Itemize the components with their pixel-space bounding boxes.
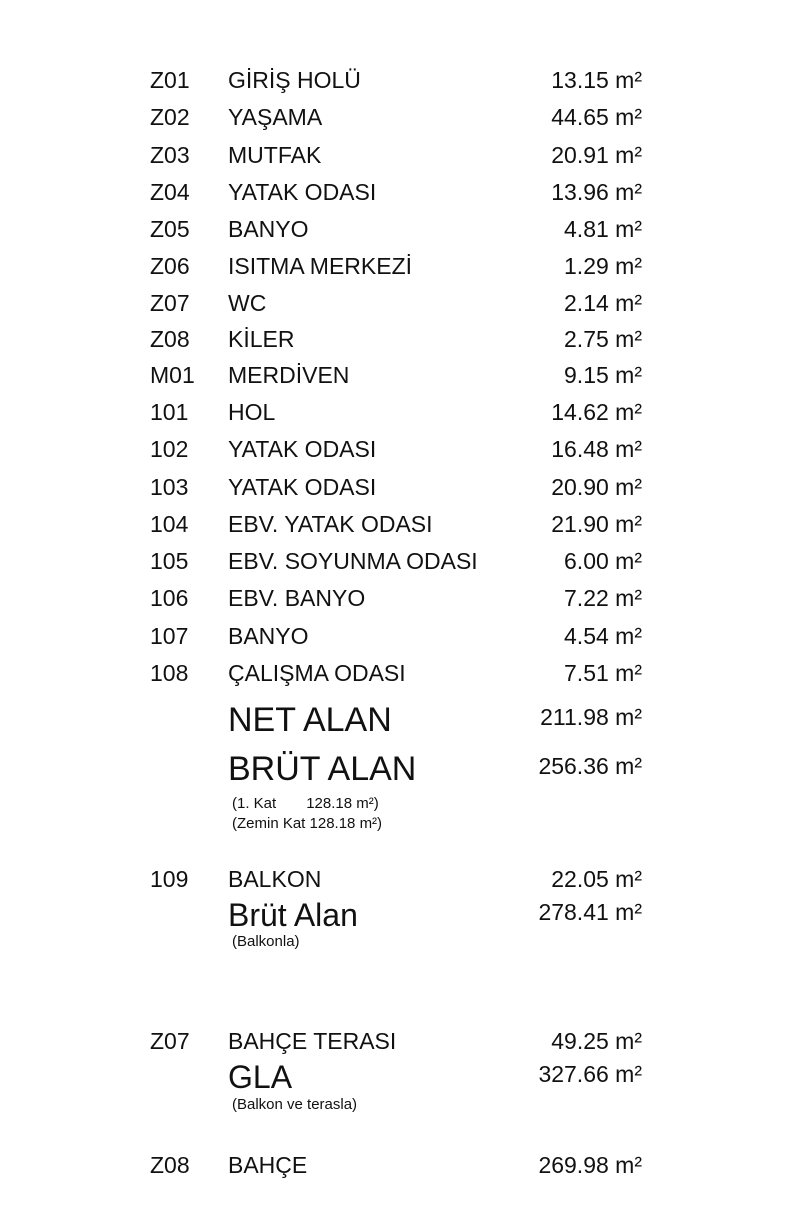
room-area: 6.00 m²	[564, 548, 642, 574]
room-name: EBV. BANYO	[228, 585, 366, 611]
room-code: 102	[150, 436, 189, 462]
gross-with-balcony-note: (Balkonla)	[232, 933, 300, 950]
room-code: 107	[150, 623, 189, 649]
room-row	[0, 324, 800, 354]
room-name: MUTFAK	[228, 142, 322, 168]
room-name: YATAK ODASI	[228, 474, 377, 500]
room-code: Z01	[150, 67, 190, 93]
room-code: Z02	[150, 104, 190, 130]
room-row	[0, 621, 800, 651]
room-area: 16.48 m²	[551, 436, 642, 462]
room-area: 1.29 m²	[564, 253, 642, 279]
floor1-label: (1. Kat	[232, 795, 277, 812]
room-area: 4.81 m²	[564, 216, 642, 242]
garden-name: BAHÇE	[228, 1152, 308, 1178]
room-code: Z04	[150, 179, 190, 205]
room-area: 4.54 m²	[564, 623, 642, 649]
room-row	[0, 472, 800, 502]
room-code: 103	[150, 474, 189, 500]
room-name: ÇALIŞMA ODASI	[228, 660, 406, 686]
garden-area: 269.98 m²	[538, 1152, 642, 1178]
balcony-code: 109	[150, 866, 189, 892]
room-name: WC	[228, 290, 267, 316]
room-name: BANYO	[228, 623, 309, 649]
room-row	[0, 65, 800, 95]
room-area: 2.14 m²	[564, 290, 642, 316]
room-code: M01	[150, 362, 195, 388]
room-name: MERDİVEN	[228, 362, 350, 388]
room-row	[0, 140, 800, 170]
room-area: 7.22 m²	[564, 585, 642, 611]
room-code: Z08	[150, 326, 190, 352]
room-name: BANYO	[228, 216, 309, 242]
room-row	[0, 583, 800, 613]
room-code: 104	[150, 511, 189, 537]
gross-with-balcony-value: 278.41 m²	[538, 899, 642, 925]
room-row	[0, 546, 800, 576]
gross-with-balcony-row	[0, 897, 800, 933]
terrace-code: Z07	[150, 1028, 190, 1054]
net-area-row	[0, 700, 800, 740]
room-name: GİRİŞ HOLÜ	[228, 67, 361, 93]
balcony-row	[0, 864, 800, 894]
room-area: 44.65 m²	[551, 104, 642, 130]
terrace-area: 49.25 m²	[551, 1028, 642, 1054]
room-code: Z06	[150, 253, 190, 279]
room-code: 108	[150, 660, 189, 686]
room-row	[0, 397, 800, 427]
room-area: 14.62 m²	[551, 399, 642, 425]
room-row	[0, 177, 800, 207]
garden-row	[0, 1150, 800, 1180]
room-name: YATAK ODASI	[228, 179, 377, 205]
gla-label: GLA	[228, 1059, 293, 1095]
room-row	[0, 509, 800, 539]
room-row	[0, 251, 800, 281]
room-area: 20.90 m²	[551, 474, 642, 500]
balcony-area: 22.05 m²	[551, 866, 642, 892]
room-row	[0, 102, 800, 132]
room-name: YATAK ODASI	[228, 436, 377, 462]
gross-area-row	[0, 749, 800, 789]
garden-code: Z08	[150, 1152, 190, 1178]
floor1-value: 128.18 m²)	[306, 795, 379, 812]
room-code: 106	[150, 585, 189, 611]
room-code: Z03	[150, 142, 190, 168]
room-code: 105	[150, 548, 189, 574]
gla-note: (Balkon ve terasla)	[232, 1096, 358, 1113]
room-name: KİLER	[228, 326, 295, 352]
terrace-row	[0, 1026, 800, 1056]
room-name: EBV. SOYUNMA ODASI	[228, 548, 478, 574]
room-area: 2.75 m²	[564, 326, 642, 352]
room-code: Z05	[150, 216, 190, 242]
net-area-value: 211.98 m²	[540, 704, 642, 730]
gross-with-balcony-label: Brüt Alan	[228, 897, 358, 933]
room-area: 7.51 m²	[564, 660, 642, 686]
room-name: HOL	[228, 399, 276, 425]
room-row	[0, 288, 800, 318]
gla-value: 327.66 m²	[538, 1061, 642, 1087]
room-name: YAŞAMA	[228, 104, 323, 130]
room-code: Z07	[150, 290, 190, 316]
terrace-name: BAHÇE TERASI	[228, 1028, 397, 1054]
room-area: 9.15 m²	[564, 362, 642, 388]
gross-area-label: BRÜT ALAN	[228, 750, 417, 788]
gross-area-note-floor1	[232, 794, 379, 814]
room-name: EBV. YATAK ODASI	[228, 511, 433, 537]
room-area: 13.15 m²	[551, 67, 642, 93]
room-area: 21.90 m²	[551, 511, 642, 537]
room-row	[0, 360, 800, 390]
room-name: ISITMA MERKEZİ	[228, 253, 413, 279]
net-area-label: NET ALAN	[228, 701, 392, 739]
room-row	[0, 658, 800, 688]
gross-area-note-ground: (Zemin Kat 128.18 m²)	[232, 815, 383, 832]
room-area: 20.91 m²	[551, 142, 642, 168]
room-code: 101	[150, 399, 189, 425]
gla-row	[0, 1059, 800, 1095]
gross-area-value: 256.36 m²	[538, 753, 642, 779]
balcony-name: BALKON	[228, 866, 322, 892]
room-row	[0, 434, 800, 464]
room-row	[0, 214, 800, 244]
room-area: 13.96 m²	[551, 179, 642, 205]
